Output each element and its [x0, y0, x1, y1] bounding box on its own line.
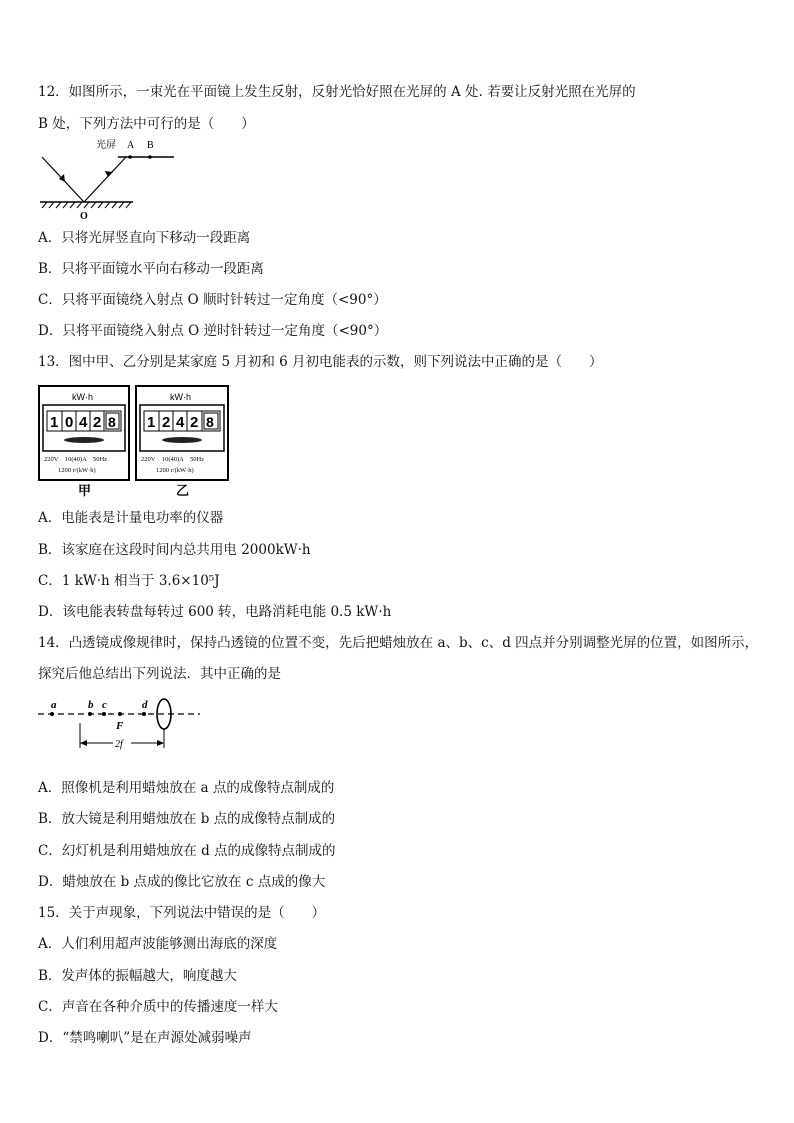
q12-reflection-figure: [38, 135, 188, 223]
meter-yi-digit-1: 1: [147, 414, 156, 431]
q15-option-b: B．发声体的振幅越大，响度越大: [38, 968, 237, 984]
point-c-dot: [102, 712, 106, 716]
meter-yi-digit-5: 8: [206, 414, 214, 430]
q14-option-b: B．放大镜是利用蜡烛放在 b 点的成像特点制成的: [38, 811, 336, 827]
q13-option-a: A．电能表是计量电功率的仪器: [38, 510, 224, 526]
incident-arrow: [59, 174, 65, 182]
q12-stem-line2: B 处，下列方法中可行的是（ ）: [38, 116, 255, 132]
q14-option-c: C．幻灯机是利用蜡烛放在 d 点的成像特点制成的: [38, 843, 336, 859]
point-c-label: c: [102, 699, 107, 711]
point-a-label: a: [51, 699, 57, 711]
reflected-arrow: [105, 171, 113, 177]
mirror-hatching: [42, 202, 131, 208]
meter-jia-disc: [64, 437, 104, 443]
screen-label: 光屏: [96, 140, 116, 151]
q13-stem: 13．图中甲、乙分别是某家庭 5 月初和 6 月初电能表的示数，则下列说法中正确的是（ ）: [38, 354, 603, 370]
point-a-dot: [50, 712, 54, 716]
meter-jia-digit-2: 0: [65, 414, 74, 431]
point-focus-dot: [118, 712, 122, 716]
point-b-dot: [148, 155, 152, 159]
point-d-dot: [142, 712, 146, 716]
q13-option-b: B．该家庭在这段时间内总共用电 2000kW·h: [38, 542, 311, 558]
meter-yi-digit-2: 2: [162, 414, 171, 431]
q15-option-a: A．人们利用超声波能够测出海底的深度: [38, 936, 278, 952]
q13-option-d: D．该电能表转盘每转过 600 转，电路消耗电能 0.5 kW·h: [38, 604, 392, 620]
meter-jia-digit-5: 8: [108, 414, 116, 430]
q14-lens-figure: [38, 693, 203, 757]
q14-stem-line2: 探究后他总结出下列说法．其中正确的是: [38, 666, 281, 682]
meter-yi-spec: 220V 10(40)A 50Hz: [141, 456, 205, 463]
point-b-label: B: [147, 140, 154, 151]
q14-option-d: D．蜡烛放在 b 点成的像比它放在 c 点成的像大: [38, 874, 326, 890]
meter-yi-unit: kW·h: [170, 392, 191, 402]
meter-jia-digit-4: 2: [93, 414, 102, 431]
q15-option-d: D．“禁鸣喇叭”是在声源处减弱噪声: [38, 1030, 252, 1046]
point-d-label: d: [142, 699, 148, 711]
q15-stem: 15．关于声现象，下列说法中错误的是（ ）: [38, 905, 326, 921]
q12-option-b: B．只将平面镜水平向右移动一段距离: [38, 261, 264, 277]
point-b-dot: [88, 712, 92, 716]
point-a-label: A: [127, 140, 135, 151]
reflected-ray: [84, 157, 126, 202]
q12-stem-line1: 12．如图所示，一束光在平面镜上发生反射，反射光恰好照在光屏的 A 处. 若要让反射光照在光屏的: [38, 84, 636, 100]
focus-label: F: [116, 720, 124, 732]
meter-jia-digit-1: 1: [50, 414, 59, 431]
twof-label: 2f: [115, 739, 123, 750]
meter-yi: [136, 386, 228, 498]
q15-option-c: C．声音在各种介质中的传播速度一样大: [38, 999, 278, 1015]
meter-jia-spec: 220V 10(40)A 50Hz: [44, 456, 108, 463]
q13-meter-figure: [38, 385, 233, 498]
point-o-label: O: [80, 211, 88, 222]
meter-yi-disc: [162, 437, 202, 443]
meter-yi-digit-4: 2: [190, 414, 199, 431]
point-a-dot: [128, 155, 132, 159]
meter-yi-digit-3: 4: [176, 414, 185, 431]
q12-option-c: C．只将平面镜绕入射点 O 顺时针转过一定角度（<90°）: [38, 292, 387, 308]
meter-yi-caption: 乙: [176, 483, 190, 498]
meter-jia-caption: 甲: [78, 483, 92, 498]
q12-option-a: A．只将光屏竖直向下移动一段距离: [38, 230, 251, 246]
meter-jia-unit: kW·h: [72, 392, 93, 402]
meter-jia-rate: 1200 r/(kW·h): [58, 467, 96, 474]
point-b-label: b: [88, 699, 94, 711]
q13-option-c: C．1 kW·h 相当于 3.6×10⁵J: [38, 573, 220, 589]
meter-jia-digit-3: 4: [79, 414, 88, 431]
q14-option-a: A．照像机是利用蜡烛放在 a 点的成像特点制成的: [38, 780, 335, 796]
q12-option-d: D．只将平面镜绕入射点 O 逆时针转过一定角度（<90°）: [38, 323, 388, 339]
q14-stem-line1: 14．凸透镜成像规律时，保持凸透镜的位置不变，先后把蜡烛放在 a、b、c、d 四点并分别调整光屏的位置，如图所示，: [38, 635, 759, 651]
meter-jia: [39, 386, 129, 498]
meter-yi-rate: 1200 r/(kW·h): [156, 467, 194, 474]
